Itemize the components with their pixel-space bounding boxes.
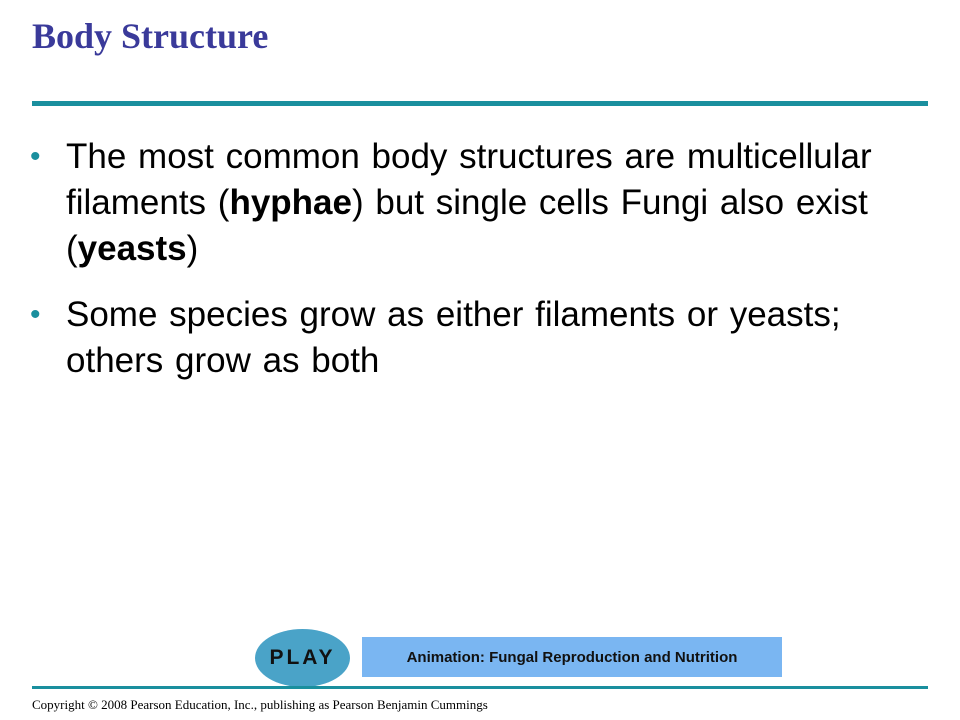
bullet-dot-icon: • (30, 298, 41, 331)
footer-divider (32, 686, 928, 689)
bullet-1-segment-5: ) (186, 229, 199, 268)
play-label: PLAY (269, 646, 336, 669)
title-divider (32, 101, 928, 106)
bullet-text-1 (66, 137, 872, 268)
slide-title: Body Structure (32, 16, 269, 56)
play-button[interactable] (255, 629, 350, 687)
animation-link[interactable] (362, 637, 782, 677)
bullet-list (30, 134, 910, 404)
bullet-item-1 (30, 134, 910, 272)
bullet-item-2 (30, 292, 910, 384)
bullet-1-segment-1: The most common body structures are multicellular filaments ( (66, 137, 872, 222)
bullet-text-2: Some species grow as either filaments or yeasts; others grow as both (66, 295, 841, 380)
animation-label: Animation: Fungal Reproduction and Nutrition (406, 648, 738, 666)
bullet-1-term-hyphae: hyphae (229, 183, 352, 222)
bullet-1-segment-3: ) but single cells Fungi also exist ( (66, 183, 868, 268)
bullet-1-term-yeasts: yeasts (77, 229, 187, 268)
bullet-dot-icon: • (30, 140, 41, 173)
copyright-text: Copyright © 2008 Pearson Education, Inc., publishing as Pearson Benjamin Cummings (32, 697, 488, 712)
